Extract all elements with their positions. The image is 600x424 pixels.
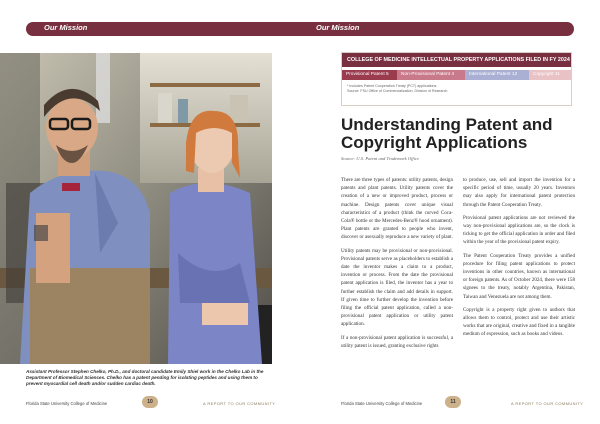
- paragraph: Utility patents may be provisional or non-provisional. Provisional patents serve as placeholders to establish a date the inventor makes a claim to a product, invention or process. From the date the provisional patent application is filed, the inventor has a year to further establish the claim and add details in support. If given time to further develop the invention before filing the official patent application, called a non-provisional patent application or utility patent application.: [341, 247, 453, 328]
- table-cell-copyright: Copyright 11: [529, 70, 571, 80]
- article-headline: Understanding Patent and Copyright Applications: [341, 115, 553, 152]
- table-cells-row: [342, 70, 571, 80]
- paragraph: If a non-provisional patent application is successful, a utility patent is issued, granting exclusive rights: [341, 334, 453, 349]
- section-label: Our Mission: [44, 23, 88, 32]
- paragraph: There are three types of patents: utility patents, design patents and plant patents. Utility patents cover the creation of a new or improved product, process or machine. Design patents cover unique visual characteristics of a product (think the curved Coca-Cola® bottle or the Mercedes-Benz® hood ornament). Plant patents are granted to people who invent, discover or asexually reproduce a new variety of plant.: [341, 177, 453, 241]
- table-cell-provisional: Provisional Patent 5: [342, 70, 397, 80]
- photo-caption: Assistant Professor Stephen Chelko, Ph.D., and doctoral candidate Emily Shiel work in the Chelko Lab in the Department of Biomedical Sciences. Chelko has a patent pending for isolating peptides and using them to prevent myocardial cell death and/or sudden cardiac death.: [26, 369, 264, 386]
- table-note: * Includes Patent Cooperation Treaty (PCT) applications: [347, 84, 437, 88]
- page-number: 11: [445, 396, 461, 408]
- paragraph: The Patent Cooperation Treaty provides a unified procedure for filing patent applications to protect inventions in other countries, known as international or foreign patents. As of October 2024, there were 158 signees to the treaty, notably Argentina, Pakistan, Taiwan and Venezuela are not among them.: [463, 252, 575, 300]
- footer-tagline: A REPORT TO OUR COMMUNITY: [511, 401, 584, 406]
- section-band: [26, 22, 300, 36]
- paragraph: Copyright is a property right given to authors that allows them to control, protect and use their artistic works that are original, creative and fixed in a tangible medium of expression, such as books and videos.: [463, 306, 575, 338]
- table-cell-international: International Patent 12: [465, 70, 529, 80]
- page-number: 10: [142, 396, 158, 408]
- footer-college: Florida State University College of Medicine: [341, 401, 423, 406]
- table-note: Source: FSU Office of Commercialization, Division of Research: [347, 89, 448, 93]
- footer-college: Florida State University College of Medicine: [26, 401, 108, 406]
- right-page: [300, 0, 600, 424]
- lab-photo: [0, 53, 272, 364]
- lab-photo-illustration: [0, 53, 272, 364]
- paragraph: Provisional patent applications are not reviewed the way non-provisional applications are, so the clock is ticking to get the official application in order and filed within the year of the provisional patent expiry.: [463, 214, 575, 246]
- footer-tagline: A REPORT TO OUR COMMUNITY: [203, 401, 276, 406]
- section-band: [300, 22, 574, 36]
- article-column-1: [341, 176, 453, 355]
- article-column-2: [463, 176, 575, 344]
- section-label: Our Mission: [316, 23, 360, 32]
- table-cell-non-provisional: Non-Provisional Patent 4: [397, 70, 465, 80]
- paragraph: to produce, use, sell and import the invention for a specific period of time, usually 20 years. Inventors may also apply for international patent protection through the Patent Cooperation Treaty.: [463, 177, 575, 208]
- article-source: Source: U.S. Patent and Trademark Office: [341, 156, 420, 161]
- table-notes: [347, 84, 447, 94]
- ip-applications-table: [341, 52, 572, 106]
- table-title: COLLEGE OF MEDICINE INTELLECTUAL PROPERTY APPLICATIONS FILED IN FY 2024: [342, 53, 571, 67]
